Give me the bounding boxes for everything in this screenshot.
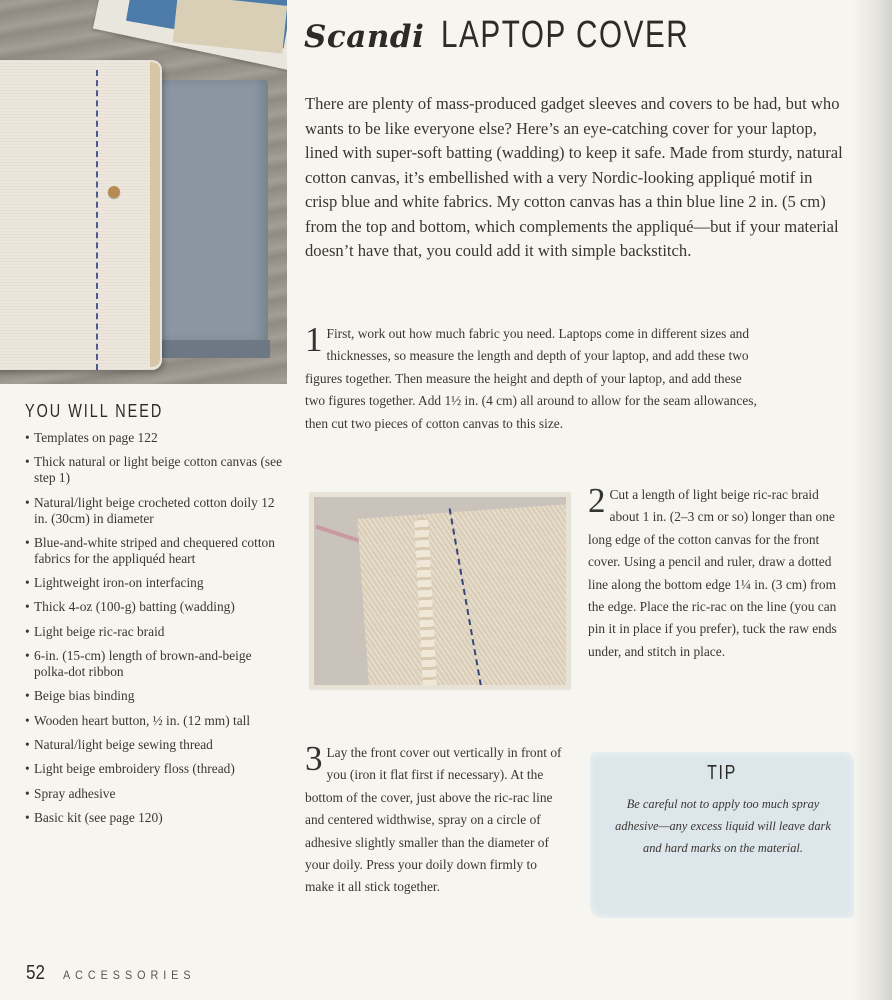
list-item: • Wooden heart button, ½ in. (12 mm) tall bbox=[25, 713, 283, 729]
list-item: • 6-in. (15-cm) length of brown-and-beige polka-dot ribbon bbox=[25, 648, 283, 680]
step-text: First, work out how much fabric you need. Laptops come in different sizes and thicknesses, so measure the length and depth of your laptop, and add these two figures together. Then measure the height and depth of your laptop, and add these two figures together. Add 1½ in. (4 cm) all around to allow for the seam allowances, then cut two pieces of cotton canvas to this size. bbox=[305, 326, 757, 431]
you-will-need-heading: YOU WILL NEED bbox=[25, 401, 164, 421]
tip-box bbox=[590, 752, 854, 918]
step-2 bbox=[588, 481, 850, 663]
ricrac-step-photo bbox=[310, 493, 570, 689]
list-item: • Templates on page 122 bbox=[25, 430, 283, 446]
laptop-cover-photo bbox=[0, 0, 287, 384]
step-3 bbox=[305, 739, 567, 899]
step-1 bbox=[305, 320, 765, 435]
list-item: • Thick 4-oz (100-g) batting (wadding) bbox=[25, 599, 283, 615]
list-item: • Spray adhesive bbox=[25, 786, 283, 802]
list-item: • Light beige embroidery floss (thread) bbox=[25, 761, 283, 777]
list-item: • Basic kit (see page 120) bbox=[25, 810, 283, 826]
tip-text: Be careful not to apply too much spray adhesive—any excess liquid will leave dark and hard marks on the material. bbox=[615, 797, 831, 855]
page-title bbox=[304, 14, 760, 57]
bias-binding-photo-element bbox=[150, 62, 160, 367]
materials-list bbox=[25, 430, 283, 834]
step-text: Cut a length of light beige ric-rac braid about 1 in. (2–3 cm or so) longer than one long edge of the cotton canvas for the front cover. Using a pencil and ruler, draw a dotted line along the bottom edge 1¼ in. (3 cm) from the edge. Place the ric-rac on the line (you can pin it in place if you prefer), tuck the raw ends under, and stitch in place. bbox=[588, 487, 837, 659]
blue-stitch-line bbox=[96, 70, 98, 370]
page-edge-shadow bbox=[852, 0, 892, 1000]
section-name: ACCESSORIES bbox=[63, 968, 196, 982]
step-number: 2 bbox=[588, 481, 606, 520]
list-item: • Thick natural or light beige cotton canvas (see step 1) bbox=[25, 454, 283, 486]
intro-paragraph: There are plenty of mass-produced gadget sleeves and covers to be had, but who wants to be like everyone else? Here’s an eye-catching cover for your laptop, lined with super-soft batting (wadding) to keep it safe. Made from sturdy, natural cotton canvas, it’s embellished with a very Nordic-looking appliqué motif in crisp blue and white fabrics. My cotton canvas has a thin blue line 2 in. (5 cm) from the top and bottom, which complements the appliqué—but if your material doesn’t have that, you could add it with simple backstitch. bbox=[305, 94, 843, 260]
list-item: • Natural/light beige sewing thread bbox=[25, 737, 283, 753]
sleeve-photo-element bbox=[0, 60, 162, 370]
laptop-photo-element bbox=[150, 80, 268, 342]
step-text: Lay the front cover out vertically in front of you (iron it flat first if necessary). At the bottom of the cover, just above the ric-rac line and centered widthwise, spray on a circle of adhesive slightly smaller than the diameter of your doily. Press your doily down firmly to make it all stick together. bbox=[305, 745, 562, 895]
step-number: 1 bbox=[305, 320, 323, 359]
list-item: • Blue-and-white striped and chequered cotton fabrics for the appliquéd heart bbox=[25, 535, 283, 567]
tip-heading: TIP bbox=[707, 762, 737, 784]
laptop-base-photo-element bbox=[150, 340, 270, 358]
title-caps: LAPTOP COVER bbox=[441, 14, 690, 56]
list-item: • Lightweight iron-on interfacing bbox=[25, 575, 283, 591]
step-number: 3 bbox=[305, 739, 323, 778]
page-footer bbox=[26, 962, 211, 985]
wooden-button bbox=[108, 186, 120, 198]
page-number: 52 bbox=[26, 962, 45, 984]
list-item: • Beige bias binding bbox=[25, 688, 283, 704]
list-item: • Natural/light beige crocheted cotton doily 12 in. (30cm) in diameter bbox=[25, 495, 283, 527]
title-script: Scandi bbox=[304, 19, 425, 55]
list-item: • Light beige ric-rac braid bbox=[25, 624, 283, 640]
